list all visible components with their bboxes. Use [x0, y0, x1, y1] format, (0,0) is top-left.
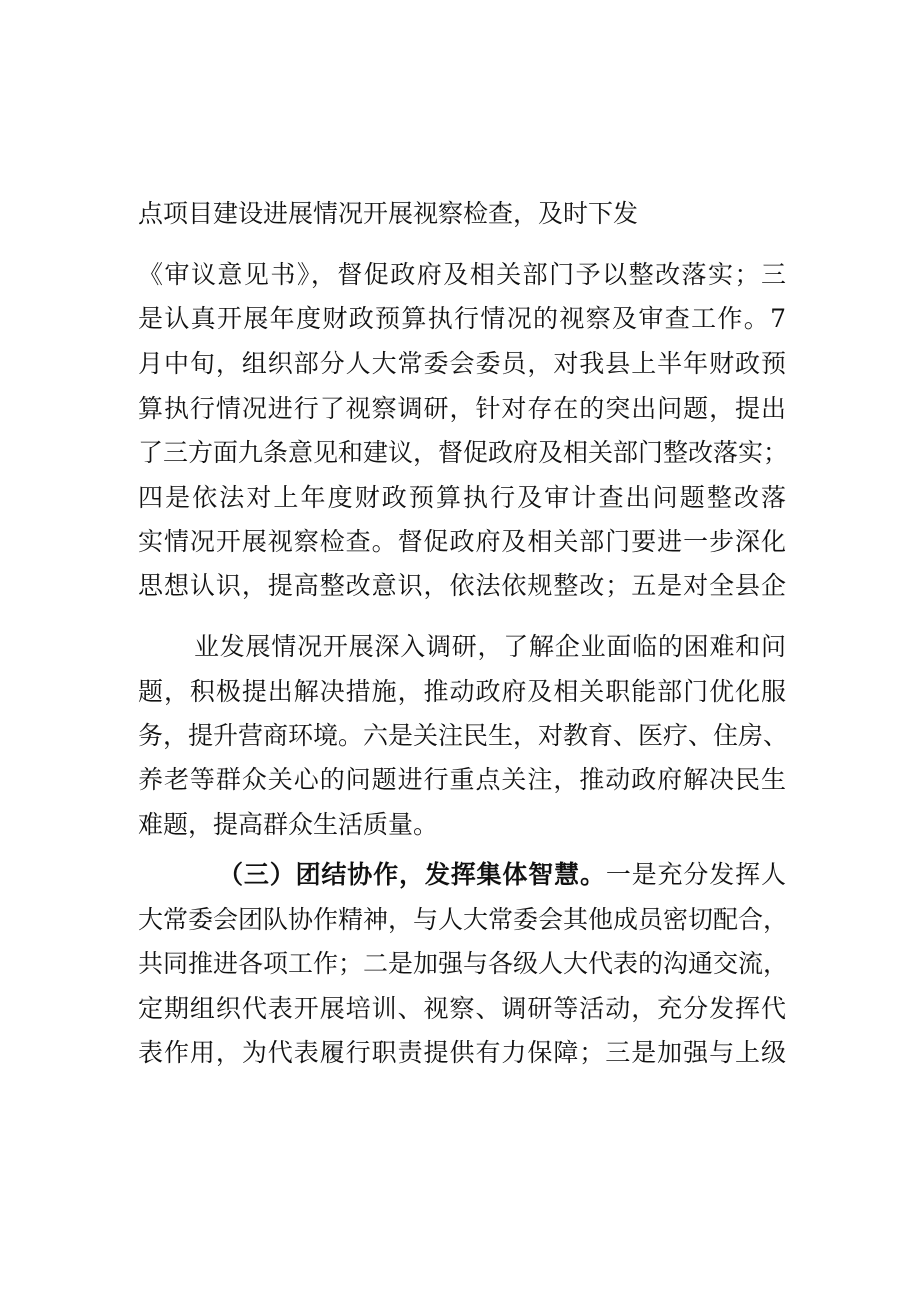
text-line-5: 算执行情况进行了视察调研，针对存在的突出问题，提出 [138, 394, 786, 423]
section-line-1: 大常委会团队协作精神，与人大常委会其他成员密切配合， [138, 905, 789, 934]
text-line-12: 务，提升营商环境。六是关注民生，对教育、医疗、住房、 [138, 721, 789, 750]
section-line-2: 共同推进各项工作；二是加强与各级人大代表的沟通交流， [138, 949, 789, 978]
text-line-8: 实情况开展视察检查。督促政府及相关部门要进一步深化 [138, 527, 786, 556]
section-heading-rest: 一是充分发挥人 [605, 860, 786, 889]
text-line-6: 了三方面九条意见和建议，督促政府及相关部门整改落实； [138, 438, 789, 467]
section-heading-line [218, 857, 786, 893]
section-line-4: 表作用，为代表履行职责提供有力保障；三是加强与上级 [138, 1038, 786, 1067]
text-line-4: 月中旬，组织部分人大常委会委员，对我县上半年财政预 [138, 349, 786, 378]
text-line-2: 《审议意见书》，督促政府及相关部门予以整改落实；三 [138, 260, 786, 289]
text-line-14: 难题，提高群众生活质量。 [138, 810, 439, 839]
section-line-3: 定期组织代表开展培训、视察、调研等活动，充分发挥代 [138, 994, 786, 1023]
text-line-11: 题，积极提出解决措施，推动政府及相关职能部门优化服 [138, 677, 786, 706]
text-line-7: 四是依法对上年度财政预算执行及审计查出问题整改落 [138, 483, 786, 512]
text-line-13: 养老等群众关心的问题进行重点关注，推动政府解决民生 [138, 765, 786, 794]
section-heading: （三）团结协作，发挥集体智慧。 [218, 860, 606, 889]
text-line-3: 是认真开展年度财政预算执行情况的视察及审查工作。7 [138, 304, 786, 333]
text-line-10: 业发展情况开展深入调研，了解企业面临的困难和问 [194, 632, 786, 661]
text-line-1: 点项目建设进展情况开展视察检查，及时下发 [138, 199, 639, 228]
text-line-9: 思想认识，提高整改意识，依法依规整改；五是对全县企 [138, 571, 786, 600]
